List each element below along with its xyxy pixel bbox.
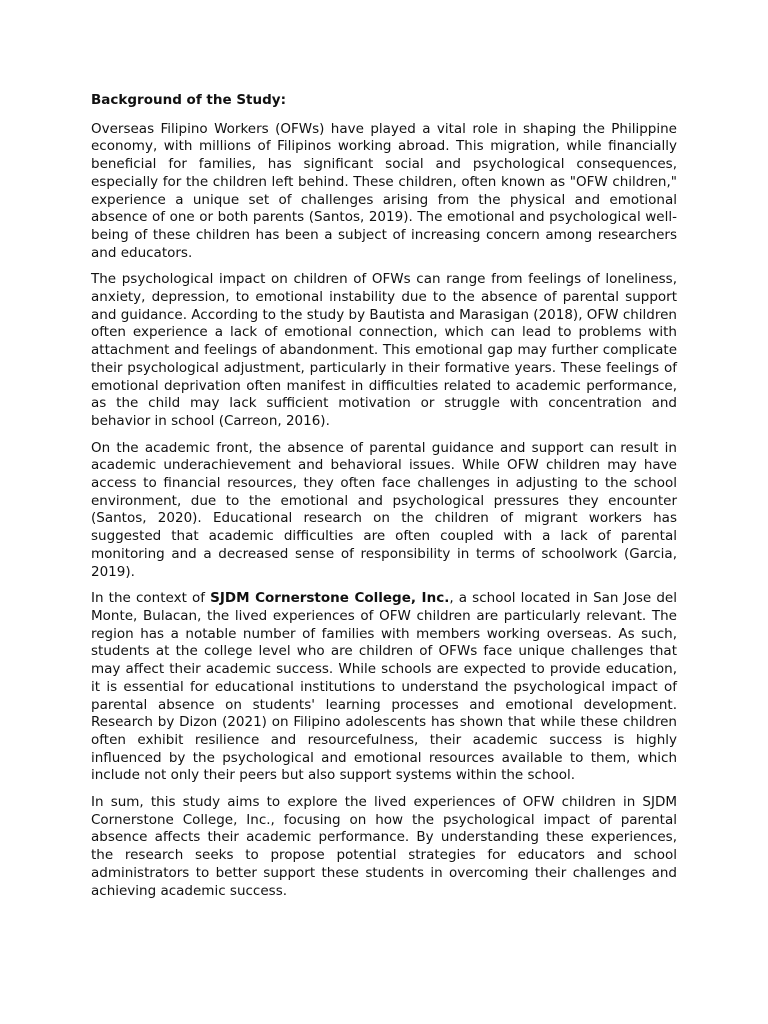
paragraph-school-context — [91, 590, 677, 785]
paragraph-ofw-overview: Overseas Filipino Workers (OFWs) have played a vital role in shaping the Philippine economy, with millions of Filipinos working abroad. This migration, while financially beneficial for families, has significant social and psychological consequences, especially for the children left behind. These children, often known as "OFW children," experience a unique set of challenges arising from the physical and emotional absence of one or both parents (Santos, 2019). The emotional and psychological well-being of these children has been a subject of increasing concern among researchers and educators. — [91, 120, 677, 261]
context-suffix-text: , a school located in San Jose del Monte, Bulacan, the lived experiences of OFW children are particularly relevant. The region has a notable number of families with members working overseas. As such, students at the college level who are children of OFWs face unique challenges that may affect their academic success. While schools are expected to provide education, it is essential for educational institutions to understand the psychological impact of parental absence on students' learning processes and emotional development. Research by Dizon (2021) on Filipino adolescents has shown that while these children often exhibit resilience and resourcefulness, their academic success is highly influenced by the psychological and emotional resources available to them, which include not only their peers but also support systems within the school. — [91, 590, 677, 784]
document-page — [91, 92, 677, 909]
school-name-bold: SJDM Cornerstone College, Inc. — [210, 590, 450, 607]
context-prefix-text: In the context of — [91, 590, 211, 607]
section-heading: Background of the Study: — [91, 92, 286, 108]
paragraph-academic-front: On the academic front, the absence of parental guidance and support can result in academic underachievement and behavioral issues. While OFW children may have access to financial resources, they often face challenges in adjusting to the school environment, due to the emotional and psychological pressures they encounter (Santos, 2020). Educational research on the children of migrant workers has suggested that academic difficulties are often coupled with a lack of parental monitoring and a decreased sense of responsibility in terms of schoolwork (Garcia, 2019). — [91, 439, 677, 580]
paragraph-study-aim: In sum, this study aims to explore the lived experiences of OFW children in SJDM Cornerstone College, Inc., focusing on how the psychological impact of parental absence affects their academic performance. By understanding these experiences, the research seeks to propose potential strategies for educators and school administrators to better support these students in overcoming their challenges and achieving academic success. — [91, 794, 677, 899]
paragraph-psychological-impact: The psychological impact on children of OFWs can range from feelings of loneliness, anxiety, depression, to emotional instability due to the absence of parental support and guidance. According to the study by Bautista and Marasigan (2018), OFW children often experience a lack of emotional connection, which can lead to problems with attachment and feelings of abandonment. This emotional gap may further complicate their psychological adjustment, particularly in their formative years. These feelings of emotional deprivation often manifest in difficulties related to academic performance, as the child may lack sufficient motivation or struggle with concentration and behavior in school (Carreon, 2016). — [91, 271, 677, 429]
